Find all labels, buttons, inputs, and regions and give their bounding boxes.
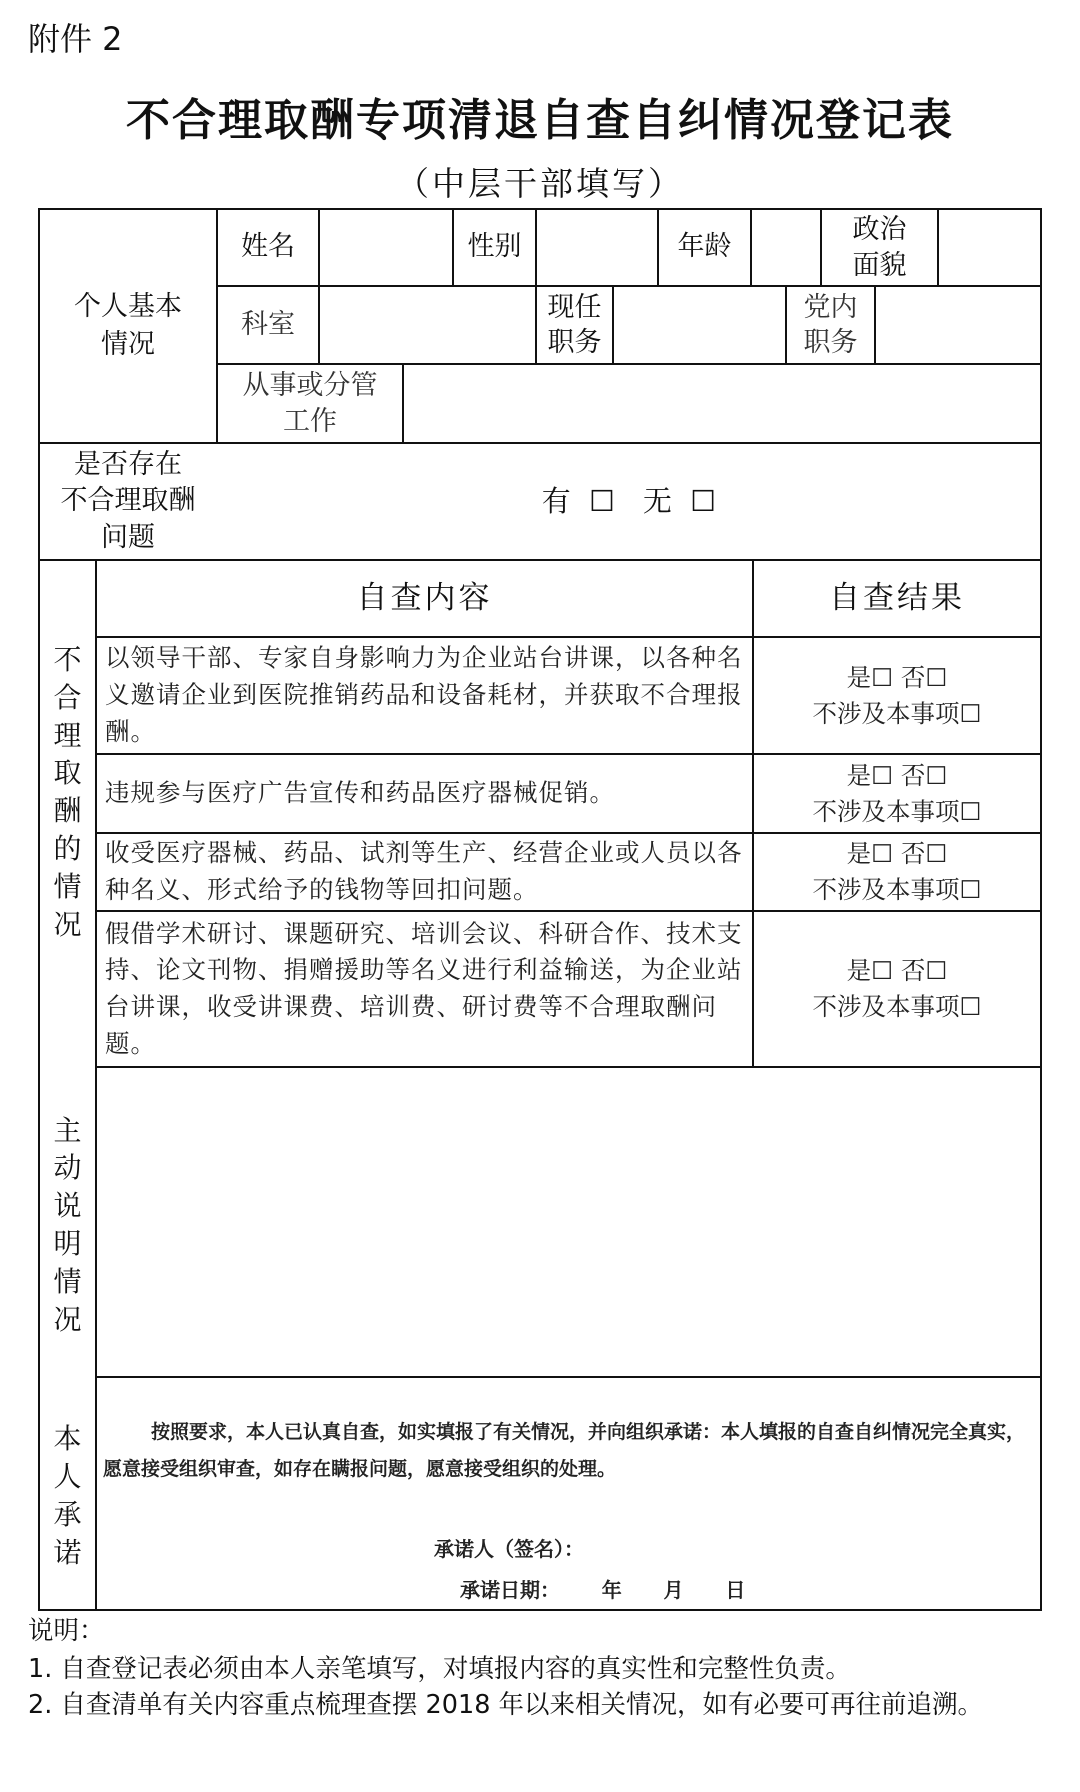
explanation-label: 主 动 说 明 情 况	[53, 1113, 82, 1336]
party-position-label: 党内 职务	[803, 291, 858, 358]
political-status-field[interactable]	[939, 210, 1040, 285]
check-item-4-result[interactable]: 是☐ 否☐ 不涉及本事项☐	[812, 956, 982, 1021]
pledge-date[interactable]: 承诺日期： 年 月 日	[460, 1578, 746, 1602]
check-item-2-content: 违规参与医疗广告宣传和药品医疗器械促销。	[105, 778, 615, 808]
current-position-label: 现任 职务	[547, 291, 602, 358]
name-label: 姓名	[241, 231, 295, 263]
department-label: 科室	[241, 308, 295, 340]
self-check-content-header: 自查内容	[356, 580, 493, 617]
age-field[interactable]	[752, 210, 820, 285]
pledge-signer[interactable]: 承诺人（签名）：	[434, 1537, 584, 1561]
notes-item-1: 1. 自查登记表必须由本人亲笔填写，对填报内容的真实性和完整性负责。	[28, 1654, 851, 1684]
party-position-field[interactable]	[876, 287, 1040, 363]
table-divider	[95, 1376, 1042, 1378]
check-item-1-result[interactable]: 是☐ 否☐ 不涉及本事项☐	[812, 662, 982, 728]
name-field[interactable]	[320, 210, 452, 285]
check-item-3-content: 收受医疗器械、药品、试剂等生产、经营企业或人员以各种名义、形式给予的钱物等回扣问题。	[105, 838, 743, 904]
explanation-field[interactable]	[97, 1068, 1040, 1376]
current-position-field[interactable]	[614, 287, 785, 363]
attachment-label: 附件 2	[28, 20, 123, 58]
form-subtitle: （中层干部填写）	[396, 164, 684, 203]
table-border	[1040, 208, 1042, 1611]
check-item-1-content: 以领导干部、专家自身影响力为企业站台讲课，以各种名义邀请企业到医院推销药品和设备耗材，并获取不合理报酬。	[105, 643, 743, 746]
notes-item-2: 2. 自查清单有关内容重点梳理查摆 2018 年以来相关情况，如有必要可再往前追溯。	[28, 1690, 984, 1720]
political-status-label: 政治 面貌	[852, 214, 907, 281]
issue-exists-label: 是否存在 不合理取酬 问题	[60, 448, 196, 553]
issue-exists-options[interactable]: 有 ☐ 无 ☐	[541, 483, 717, 518]
notes-heading: 说明：	[28, 1616, 105, 1646]
work-field[interactable]	[404, 365, 1040, 442]
gender-label: 性别	[467, 231, 522, 263]
gender-field[interactable]	[537, 210, 657, 285]
self-check-result-header: 自查结果	[829, 580, 965, 617]
age-label: 年龄	[677, 231, 732, 263]
check-item-3-result[interactable]: 是☐ 否☐ 不涉及本事项☐	[812, 839, 982, 904]
check-item-2-result[interactable]: 是☐ 否☐ 不涉及本事项☐	[812, 760, 982, 826]
check-item-4-content: 假借学术研讨、课题研究、培训会议、科研合作、技术支持、论文刊物、捐赠援助等名义进行利益输送，为企业站台讲课，收受讲课费、培训费、研讨费等不合理取酬问题。	[105, 918, 743, 1058]
pledge-label: 本 人 承 诺	[53, 1422, 82, 1569]
pledge-text: 按照要求，本人已认真自查，如实填报了有关情况，并向组织承诺：本人填报的自查自纠情况完全真实，愿意接受组织审查，如存在瞒报问题，愿意接受组织的处理。	[103, 1421, 1026, 1481]
department-field[interactable]	[320, 287, 535, 363]
work-label: 从事或分管 工作	[242, 370, 378, 437]
form-title: 不合理取酬专项清退自查自纠情况登记表	[126, 95, 954, 146]
situation-label: 不 合 理 取 酬 的 情 况	[53, 643, 82, 941]
personal-info-label: 个人基本 情况	[74, 290, 182, 360]
